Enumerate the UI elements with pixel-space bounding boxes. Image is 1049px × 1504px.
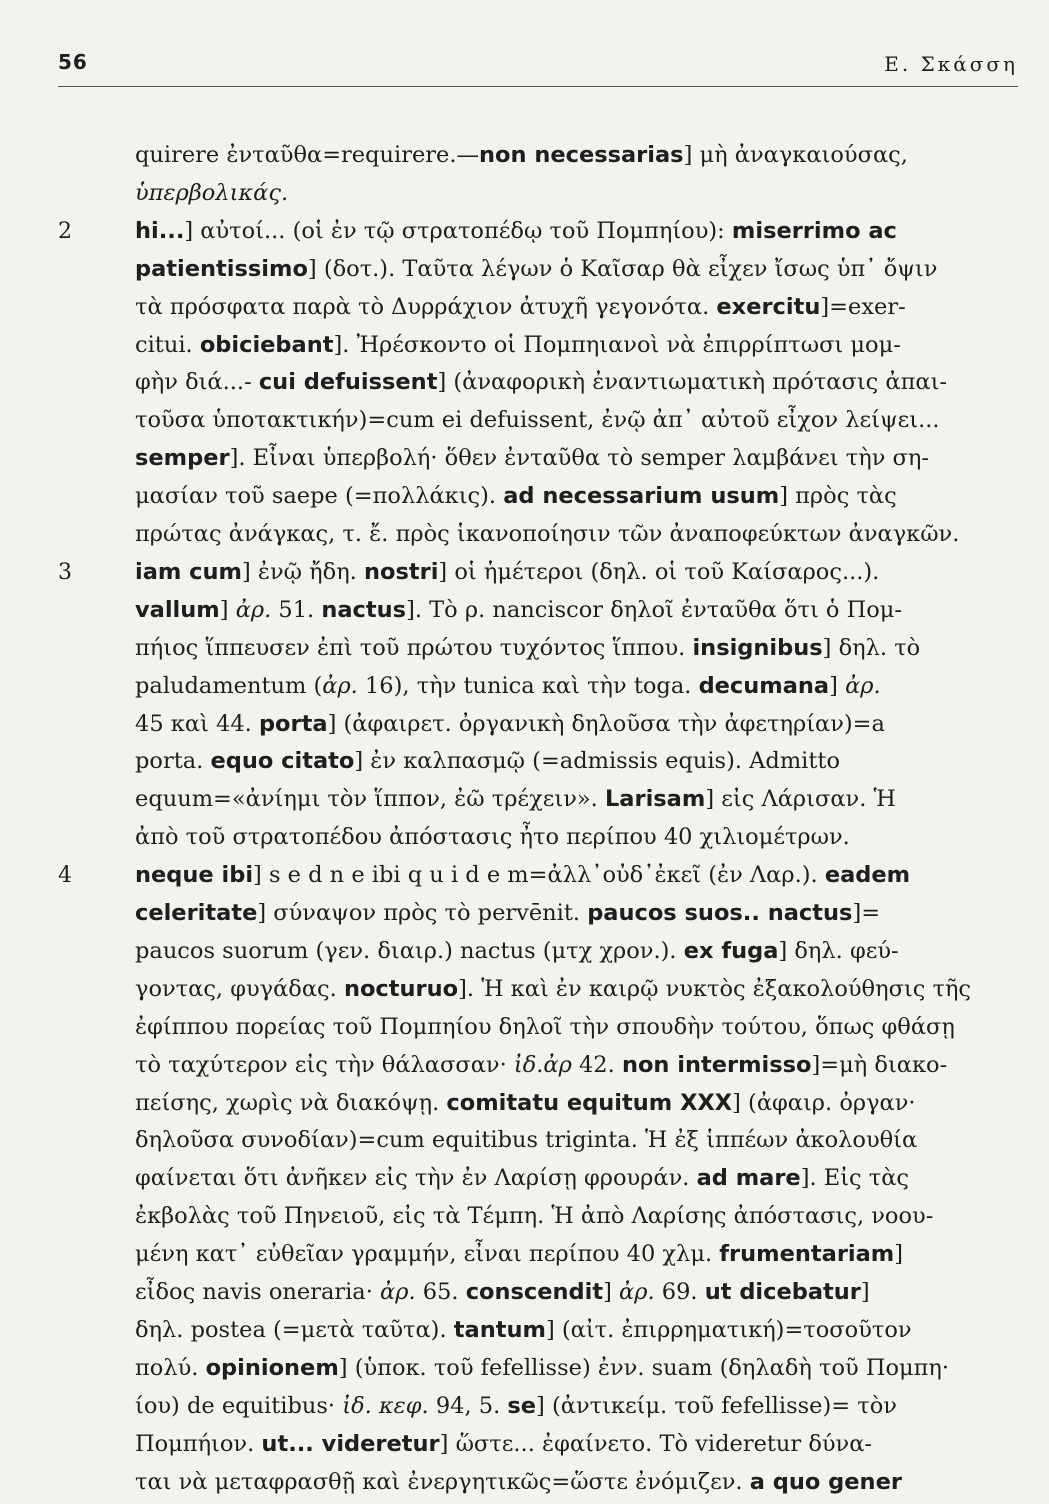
gloss-text: ] s e d n e ibi q u i d e m=ἀλλ᾽οὐδ᾽ἐκεῖ (ἐν Λαρ.). — [253, 862, 825, 889]
gloss-text: εἶδος navis oneraria· — [135, 1279, 381, 1305]
text-line — [135, 437, 1015, 480]
gloss-text: ] (ἀναφορικὴ ἐναντιωματικὴ πρότασις ἀπαι- — [437, 369, 948, 396]
lemma: patientissimo — [135, 255, 308, 282]
gloss-text: πολύ. — [135, 1354, 206, 1381]
lemma: ex fuga — [683, 937, 779, 964]
gloss-text: μένη κατ᾽ εὐθεῖαν γραμμήν, εἶναι περίπου 40 χλμ. — [135, 1241, 720, 1268]
gloss-text: 51. — [271, 596, 322, 623]
lemma: ad mare — [696, 1165, 801, 1192]
gloss-text: μασίαν τοῦ saepe (=πολλάκις). — [135, 483, 504, 510]
lemma: opinionem — [205, 1354, 339, 1381]
text-line — [135, 1347, 1015, 1390]
lemma: eadem — [824, 862, 911, 889]
gloss-text: ] — [860, 1279, 870, 1305]
gloss-text: τὰ πρόσφατα παρὰ τὸ Δυρράχιον ἀτυχῆ γεγονότα. — [135, 293, 717, 320]
gloss-text: 16), τὴν tunica καὶ τὴν toga. — [357, 672, 699, 699]
gloss-text: citui. — [135, 331, 200, 358]
gloss-text: ] αὐτοί... (οἱ ἐν τῷ στρατοπέδῳ τοῦ Πομπηίου): — [184, 217, 732, 244]
text-line — [135, 1044, 1015, 1087]
gloss-text: ] — [219, 596, 236, 623]
gloss-text: δηλοῦσα συνοδίαν)=cum equitibus triginta. Ἡ ἐξ ἱππέων ἀκολουθία — [135, 1127, 918, 1154]
lemma: vallum — [135, 596, 220, 623]
gloss-text: ]=exer- — [820, 293, 906, 320]
text-line — [135, 1385, 1015, 1428]
italic-text: ἀρ. — [845, 672, 881, 699]
italic-text: ἰδ.ἀρ — [513, 1051, 572, 1078]
lemma: iam cum — [135, 558, 242, 585]
gloss-text: ]=μὴ διακο- — [811, 1051, 948, 1078]
text-line — [135, 816, 1015, 859]
gloss-text: ] δηλ. φεύ- — [778, 937, 899, 964]
gloss-text: 42. — [571, 1051, 622, 1078]
text-line — [135, 1082, 1015, 1125]
text-line — [135, 892, 1015, 935]
text-line — [135, 361, 1015, 404]
text-line — [135, 1006, 1015, 1049]
gloss-text: ] μὴ ἀναγκαιούσας, — [683, 142, 908, 168]
lemma: miserrimo ac — [731, 217, 897, 244]
gloss-text: ] ὥστε... ἐφαίνετο. Τὸ videretur δύνα- — [439, 1430, 873, 1457]
lemma: Larisam — [604, 786, 706, 813]
lemma: tantum — [453, 1316, 546, 1343]
lemma: cui defuissent — [258, 369, 438, 396]
lemma: ad necessarium usum — [503, 483, 780, 510]
lemma: se — [507, 1392, 537, 1419]
italic-text: ἀρ. — [619, 1279, 655, 1305]
text-line — [135, 286, 1015, 329]
gloss-text: πρώτας ἀνάγκας, τ. ἔ. πρὸς ἱκανοποίησιν τῶν ἀναποφεύκτων ἀναγκῶν. — [135, 521, 960, 547]
gloss-text: ]. Τὸ ρ. nanciscor δηλοῖ ἐνταῦθα ὅτι ὁ Πομ- — [406, 596, 903, 623]
gloss-text: γοντας, φυγάδας. — [135, 975, 344, 1002]
gloss-text: ] οἱ ἡμέτεροι (δηλ. οἱ τοῦ Καίσαρος...). — [438, 558, 880, 585]
gloss-text: τὸ ταχύτερον εἰς τὴν θάλασσαν· — [135, 1051, 514, 1078]
gloss-text: ] (δοτ.). Ταῦτα λέγων ὁ Καῖσαρ θὰ εἶχεν ἴσως ὑπ᾽ ὄψιν — [307, 255, 938, 282]
lemma: a quo gener — [749, 1468, 902, 1495]
lemma: equo citato — [210, 748, 355, 775]
italic-text: ὑπερβολικάς. — [135, 179, 289, 206]
italic-text: ἰδ. κεφ. — [342, 1392, 429, 1419]
gloss-text: ]. Εἰς τὰς — [800, 1165, 910, 1192]
lemma: comitatu equitum XXX — [446, 1089, 733, 1116]
section-number: 3 — [58, 559, 72, 585]
text-line — [135, 930, 1015, 973]
header-rule — [58, 86, 1018, 87]
text-line — [135, 1309, 1015, 1352]
gloss-text: 69. — [654, 1279, 705, 1305]
page-number: 56 — [58, 50, 88, 74]
gloss-text: δηλ. postea (=μετὰ ταῦτα). — [135, 1316, 454, 1343]
gloss-text: ] πρὸς τὰς — [779, 483, 897, 510]
lemma: hi... — [135, 217, 185, 244]
lemma: paucos suos.. nactus — [587, 900, 853, 926]
gloss-text: ] — [894, 1241, 904, 1268]
gloss-text: paucos suorum (γεν. διαιρ.) nactus (μτχ χρον.). — [135, 937, 684, 964]
lemma: nostri — [363, 558, 439, 585]
lemma: porta — [258, 710, 328, 737]
text-line — [135, 627, 1015, 670]
text-line — [135, 778, 1015, 821]
text-line — [135, 172, 1015, 215]
running-head: Ε. Σκάσση — [884, 52, 1018, 76]
text-line — [135, 1157, 1015, 1200]
gloss-text: ται νὰ μεταφρασθῇ καὶ ἐνεργητικῶς=ὥστε ἐνόμιζεν. — [135, 1468, 750, 1495]
section-number: 4 — [58, 863, 72, 889]
gloss-text: ἐφίππου πορείας τοῦ Πομπηίου δηλοῖ τὴν σπουδὴν τούτου, ὅπως φθάσῃ — [135, 1013, 955, 1040]
gloss-text: ] — [829, 672, 846, 699]
text-line — [135, 513, 1015, 556]
gloss-text: ] (ὑποκ. τοῦ fefellisse) ἐνν. suam (δηλαδὴ τοῦ Πομπη· — [338, 1354, 950, 1381]
gloss-text: φαίνεται ὅτι ἀνῆκεν εἰς τὴν ἐν Λαρίσῃ φρουράν. — [135, 1165, 697, 1192]
gloss-text: ] — [603, 1279, 620, 1305]
text-line — [135, 210, 1015, 253]
text-line — [135, 968, 1015, 1011]
text-line — [135, 1271, 1015, 1314]
lemma: obiciebant — [199, 331, 334, 358]
lemma: ut... videretur — [261, 1430, 440, 1457]
gloss-text: paludamentum ( — [135, 672, 323, 699]
gloss-text: ] εἰς Λάρισαν. Ἡ — [705, 786, 896, 813]
lemma: nactus — [321, 596, 407, 623]
gloss-text: πήιος ἵππευσεν ἐπὶ τοῦ πρώτου τυχόντος ἵππου. — [135, 634, 693, 661]
lemma: decumana — [698, 672, 830, 699]
text-line — [135, 1119, 1015, 1162]
text-line — [135, 475, 1015, 518]
gloss-text: ] (ἀφαιρετ. ὀργανικὴ δηλοῦσα τὴν ἀφετηρίαν)=a — [327, 710, 885, 737]
text-line — [135, 134, 1015, 177]
text-line — [135, 1195, 1015, 1238]
gloss-text: φὴν διά...- — [135, 369, 259, 396]
lemma: conscendit — [465, 1279, 604, 1305]
gloss-text: 65. — [415, 1279, 466, 1305]
section-number: 2 — [58, 218, 72, 244]
lemma: non intermisso — [621, 1051, 812, 1078]
gloss-text: ]. Ἡ καὶ ἐν καιρῷ νυκτὸς ἐξακολούθησις τῆς — [458, 975, 972, 1002]
text-line — [135, 1423, 1015, 1466]
gloss-text: πείσης, χωρὶς νὰ διακόψῃ. — [135, 1089, 447, 1116]
lemma: nocturuo — [343, 975, 459, 1002]
lemma: insignibus — [692, 634, 823, 661]
gloss-text: ] ἐν καλπασμῷ (=admissis equis). Admitto — [354, 748, 840, 775]
text-line — [135, 854, 1015, 897]
lemma: exercitu — [716, 293, 821, 320]
gloss-text: 94, 5. — [428, 1392, 508, 1419]
gloss-text: Πομπήιον. — [135, 1430, 262, 1457]
page-header — [58, 50, 1018, 90]
gloss-text: ]. Εἶναι ὑπερβολή· ὅθεν ἐνταῦθα τὸ semper λαμβάνει τὴν ση- — [229, 445, 929, 472]
lemma: semper — [135, 445, 230, 472]
text-line — [135, 399, 1015, 442]
lemma: celeritate — [135, 900, 258, 926]
text-line — [135, 740, 1015, 783]
italic-text: ἀρ. — [235, 596, 272, 623]
gloss-text: ἐκβολὰς τοῦ Πηνειοῦ, εἰς τὰ Τέμπη. Ἡ ἀπὸ Λαρίσης ἀπόστασις, νοου- — [135, 1203, 934, 1230]
gloss-text: ] σύναψον πρὸς τὸ pervēnit. — [257, 900, 588, 926]
lemma: neque ibi — [135, 862, 254, 889]
text-line — [135, 324, 1015, 367]
text-line — [135, 1461, 1015, 1504]
gloss-text: ] δηλ. τὸ — [822, 634, 921, 661]
text-line — [135, 551, 1015, 594]
text-line — [135, 248, 1015, 291]
gloss-text: ]= — [852, 900, 881, 926]
gloss-text: 45 καὶ 44. — [135, 710, 259, 737]
text-line — [135, 665, 1015, 708]
gloss-text: ίου) de equitibus· — [135, 1392, 343, 1419]
gloss-text: quirere ἐνταῦθα=requirere.— — [135, 142, 480, 168]
gloss-text: ] (αἰτ. ἐπιρρηματική)=τοσοῦτον — [545, 1316, 912, 1343]
italic-text: ἀρ. — [322, 672, 358, 699]
gloss-text: τοῦσα ὑποτακτικήν)=cum ei defuissent, ἐνῷ ἀπ᾽ αὐτοῦ εἶχον λείψει... — [135, 407, 940, 434]
text-line — [135, 589, 1015, 632]
gloss-text: ἀπὸ τοῦ στρατοπέδου ἀπόστασις ἦτο περίπου 40 χιλιομέτρων. — [135, 824, 850, 851]
text-line — [135, 1233, 1015, 1276]
gloss-text: ] (ἀφαιρ. ὀργαν· — [732, 1089, 916, 1116]
lemma: non necessarias — [479, 142, 684, 168]
gloss-text: ]. Ἠρέσκοντο οἱ Πομπηιανοὶ νὰ ἐπιρρίπτωσι μομ- — [333, 331, 901, 358]
lemma: ut dicebatur — [704, 1279, 861, 1305]
gloss-text: porta. — [135, 748, 211, 775]
gloss-text: ] (ἀντικείμ. τοῦ fefellisse)= τὸν — [536, 1392, 897, 1419]
gloss-text: ] ἐνῷ ἤδη. — [241, 558, 364, 585]
italic-text: ἀρ. — [380, 1279, 416, 1305]
text-line — [135, 703, 1015, 746]
gloss-text: equum=«ἀνίημι τὸν ἵππον, ἐῶ τρέχειν». — [135, 786, 605, 813]
lemma: frumentariam — [719, 1241, 895, 1268]
